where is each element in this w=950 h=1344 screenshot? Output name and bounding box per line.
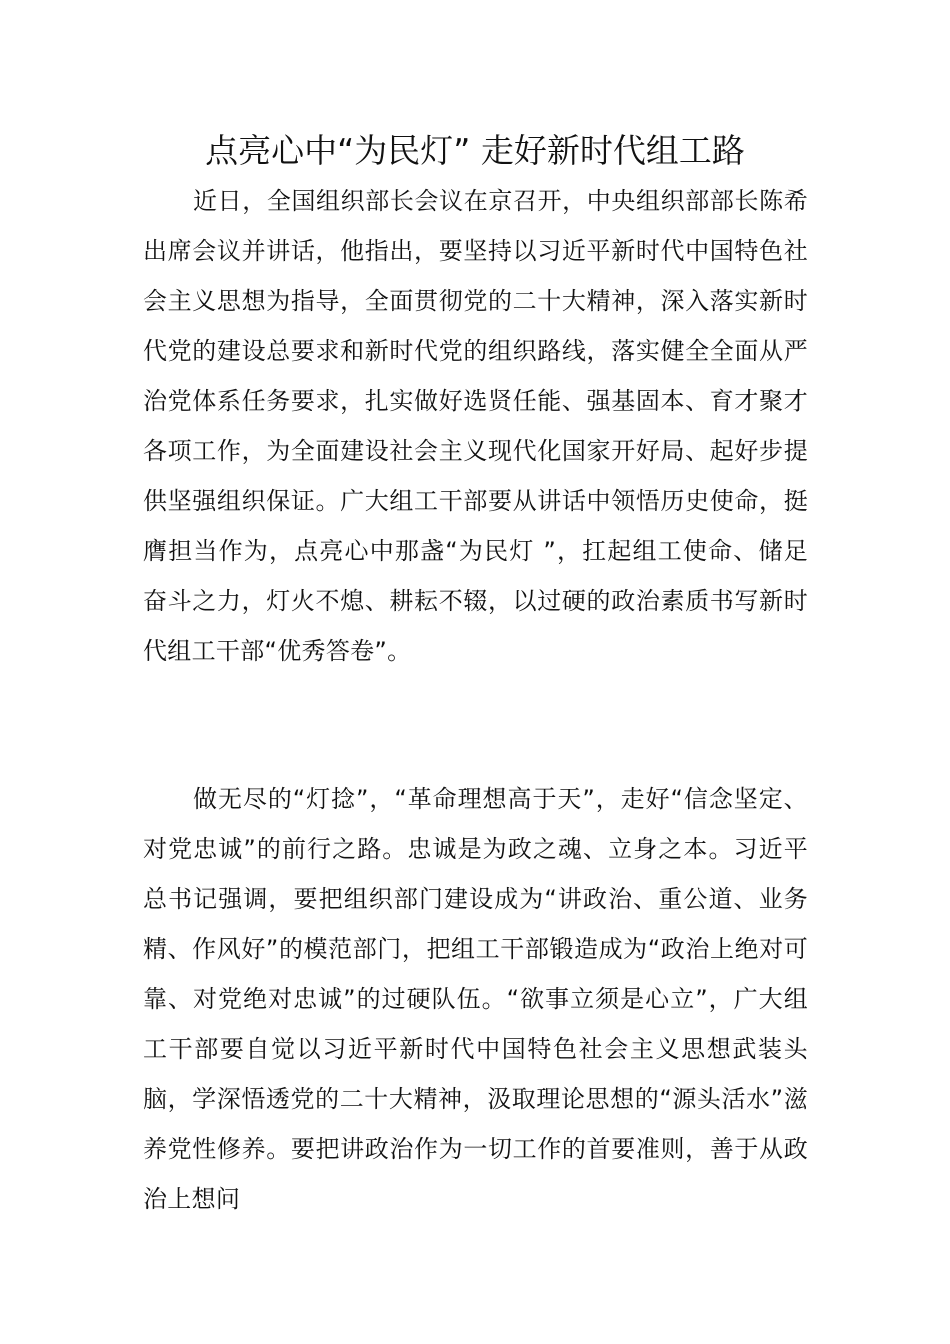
page-title: 点亮心中“为民灯” 走好新时代组工路	[205, 131, 745, 170]
paragraph-2: 做无尽的“灯捻”，“革命理想高于天”，走好“信念坚定、对党忠诚”的前行之路。忠诚是为政之魂、立身之本。习近平总书记强调，要把组织部门建设成为“讲政治、重公道、业务精、作风好”的模范部门，把组工干部锻造成为“政治上绝对可靠、对党绝对忠诚”的过硬队伍。“欲事立须是心立”，广大组工干部要自觉以习近平新时代中国特色社会主义思想武装头脑，学深悟透党的二十大精神，汲取理论思想的“源头活水”滋养党性修养。要把讲政治作为一切工作的首要准则，善于从政治上想问	[143, 785, 809, 1213]
paragraph-1: 近日，全国组织部长会议在京召开，中央组织部部长陈希出席会议并讲话，他指出，要坚持以习近平新时代中国特色社会主义思想为指导，全面贯彻党的二十大精神，深入落实新时代党的建设总要求和新时代党的组织路线，落实健全全面从严治党体系任务要求，扎实做好选贤任能、强基固本、育才聚才各项工作，为全面建设社会主义现代化国家开好局、起好步提供坚强组织保证。广大组工干部要从讲话中领悟历史使命，挺膺担当作为，点亮心中那盏“为民灯 ”，扛起组工使命、储足奋斗之力，灯火不熄、耕耘不辍，以过硬的政治素质书写新时代组工干部“优秀答卷”。	[143, 187, 808, 665]
